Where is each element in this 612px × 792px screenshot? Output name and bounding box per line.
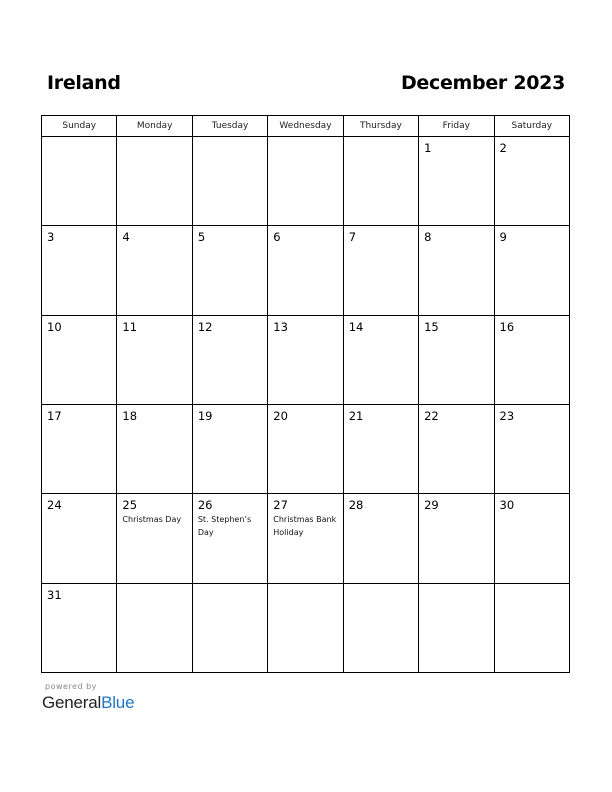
calendar-week-row (42, 494, 570, 583)
day-cell (494, 583, 569, 672)
calendar-week-row (42, 583, 570, 672)
day-cell (192, 404, 267, 493)
day-cell (42, 494, 117, 583)
day-cell (117, 315, 192, 404)
day-cell (192, 583, 267, 672)
day-cell (419, 494, 494, 583)
day-number: 19 (197, 408, 213, 423)
day-cell (117, 137, 192, 226)
day-cell (419, 226, 494, 315)
day-cell (268, 226, 343, 315)
day-cell (494, 494, 569, 583)
day-cell (419, 404, 494, 493)
day-number: 27 (273, 498, 288, 513)
day-cell (192, 226, 267, 315)
day-cell (192, 494, 267, 583)
weekday-header: Monday (117, 116, 192, 137)
day-number: 4 (122, 230, 130, 245)
weekday-header: Sunday (42, 116, 117, 137)
day-number: 8 (424, 230, 432, 245)
day-cell (192, 315, 267, 404)
day-cell (494, 315, 569, 404)
brand-general-text: General (42, 693, 102, 712)
day-number: 2 (499, 141, 507, 155)
day-number: 10 (47, 319, 62, 334)
weekday-header: Friday (419, 116, 494, 137)
day-number: 21 (348, 408, 364, 423)
day-number: 14 (348, 319, 364, 334)
day-cell (117, 226, 192, 315)
day-number: 5 (197, 230, 206, 245)
day-number: 26 (197, 498, 213, 513)
brand-blue-text: Blue (101, 693, 135, 712)
day-number: 9 (499, 230, 507, 245)
day-number: 15 (424, 319, 439, 334)
day-cell (42, 315, 117, 404)
day-cell (117, 583, 192, 672)
holiday-label: St. Stephen’s Day (197, 515, 252, 538)
day-cell (343, 226, 418, 315)
day-number: 28 (348, 498, 364, 513)
day-cell (268, 404, 343, 493)
weekday-header: Tuesday (192, 116, 267, 137)
day-cell (494, 404, 569, 493)
day-cell (419, 137, 494, 226)
day-number: 24 (47, 498, 62, 513)
weekday-header-row (42, 116, 570, 137)
day-cell (42, 404, 117, 493)
day-number: 23 (499, 408, 515, 423)
day-cell (419, 315, 494, 404)
calendar-week-row (42, 315, 570, 404)
day-cell (268, 315, 343, 404)
day-cell (192, 137, 267, 226)
day-cell (494, 226, 569, 315)
powered-by-label: powered by (45, 682, 97, 691)
day-number: 1 (424, 141, 432, 155)
day-number: 29 (424, 498, 439, 513)
day-number: 31 (47, 587, 62, 602)
day-cell (42, 226, 117, 315)
day-cell (268, 137, 343, 226)
day-cell (117, 494, 192, 583)
month-year-title: December 2023 (400, 72, 565, 94)
day-cell (419, 583, 494, 672)
day-cell (42, 583, 117, 672)
calendar-grid (41, 115, 570, 673)
day-number: 30 (499, 498, 515, 513)
day-number: 25 (122, 498, 138, 513)
holiday-label: Christmas Bank Holiday (273, 515, 337, 538)
day-cell (343, 137, 418, 226)
day-number: 3 (47, 230, 55, 245)
day-number: 7 (348, 230, 357, 245)
calendar-week-row (42, 137, 570, 226)
day-number: 12 (197, 319, 213, 334)
day-cell (494, 137, 569, 226)
day-cell (343, 315, 418, 404)
day-number: 13 (273, 319, 288, 334)
calendar-week-row (42, 226, 570, 315)
day-cell (343, 583, 418, 672)
country-title: Ireland (47, 72, 121, 94)
day-cell (42, 137, 117, 226)
day-number: 11 (122, 319, 138, 334)
calendar-week-row (42, 404, 570, 493)
weekday-header: Wednesday (268, 116, 343, 137)
day-number: 18 (122, 408, 138, 423)
day-cell (268, 494, 343, 583)
holiday-label: Christmas Day (122, 515, 182, 525)
day-cell (343, 404, 418, 493)
day-number: 20 (273, 408, 288, 423)
day-number: 22 (424, 408, 439, 423)
day-number: 6 (273, 230, 281, 245)
day-number: 16 (499, 319, 515, 334)
calendar-body (42, 137, 570, 673)
weekday-header: Thursday (343, 116, 418, 137)
weekday-header: Saturday (494, 116, 569, 137)
day-cell (117, 404, 192, 493)
day-cell (343, 494, 418, 583)
day-number: 17 (47, 408, 62, 423)
brand-logo[interactable] (42, 693, 134, 713)
day-cell (268, 583, 343, 672)
